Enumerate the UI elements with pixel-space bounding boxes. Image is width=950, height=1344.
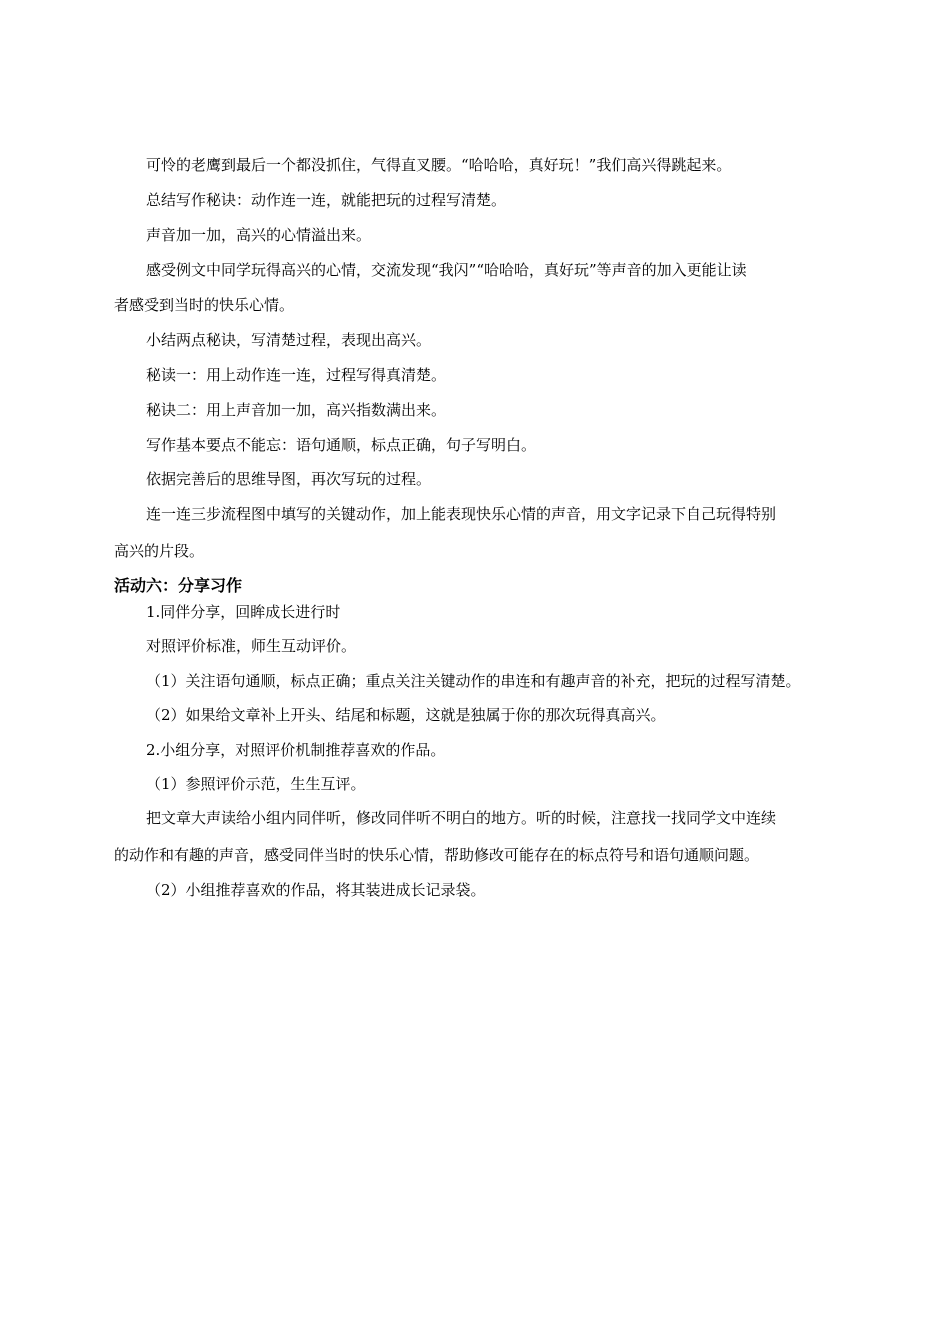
paragraph-line: 可怜的老鹰到最后一个都没抓住，气得直叉腰。“哈哈哈，真好玩！”我们高兴得跳起来。 bbox=[146, 156, 732, 174]
paragraph-line: 高兴的片段。 bbox=[114, 542, 205, 560]
paragraph-line: 总结写作秘诀：动作连一连，就能把玩的过程写清楚。 bbox=[146, 191, 507, 209]
paragraph-line: 连一连三步流程图中填写的关键动作，加上能表现快乐心情的声音，用文字记录下自己玩得特别 bbox=[146, 505, 777, 523]
paragraph-line: 对照评价标准，师生互动评价。 bbox=[146, 637, 357, 655]
paragraph-line: （1）参照评价示范，生生互评。 bbox=[146, 775, 366, 793]
section-heading: 活动六：分享习作 bbox=[114, 576, 243, 595]
paragraph-line: （2）小组推荐喜欢的作品，将其装进成长记录袋。 bbox=[146, 881, 486, 899]
paragraph-line: 的动作和有趣的声音，感受同伴当时的快乐心情，帮助修改可能存在的标点符号和语句通顺问题。 bbox=[114, 846, 760, 864]
paragraph-line: 把文章大声读给小组内同伴听，修改同伴听不明白的地方。听的时候，注意找一找同学文中连续 bbox=[146, 809, 777, 827]
paragraph-line: 秘读一：用上动作连一连，过程写得真清楚。 bbox=[146, 366, 447, 384]
paragraph-line: （1）关注语句通顺，标点正确；重点关注关键动作的串连和有趣声音的补充，把玩的过程写清楚。 bbox=[146, 672, 801, 690]
paragraph-line: （2）如果给文章补上开头、结尾和标题，这就是独属于你的那次玩得真高兴。 bbox=[146, 706, 666, 724]
paragraph-line: 写作基本要点不能忘：语句通顺，标点正确，句子写明白。 bbox=[146, 436, 537, 454]
paragraph-line: 者感受到当时的快乐心情。 bbox=[114, 296, 295, 314]
paragraph-line: 声音加一加，高兴的心情溢出来。 bbox=[146, 226, 372, 244]
paragraph-line: 依据完善后的思维导图，再次写玩的过程。 bbox=[146, 470, 432, 488]
paragraph-line: 秘诀二：用上声音加一加，高兴指数满出来。 bbox=[146, 401, 447, 419]
paragraph-line: 1.同伴分享，回眸成长进行时 bbox=[146, 603, 341, 621]
paragraph-line: 感受例文中同学玩得高兴的心情，交流发现“我闪”“哈哈哈，真好玩”等声音的加入更能让读 bbox=[146, 261, 747, 279]
paragraph-line: 2.小组分享，对照评价机制推荐喜欢的作品。 bbox=[146, 741, 446, 759]
paragraph-line: 小结两点秘诀，写清楚过程，表现出高兴。 bbox=[146, 331, 432, 349]
